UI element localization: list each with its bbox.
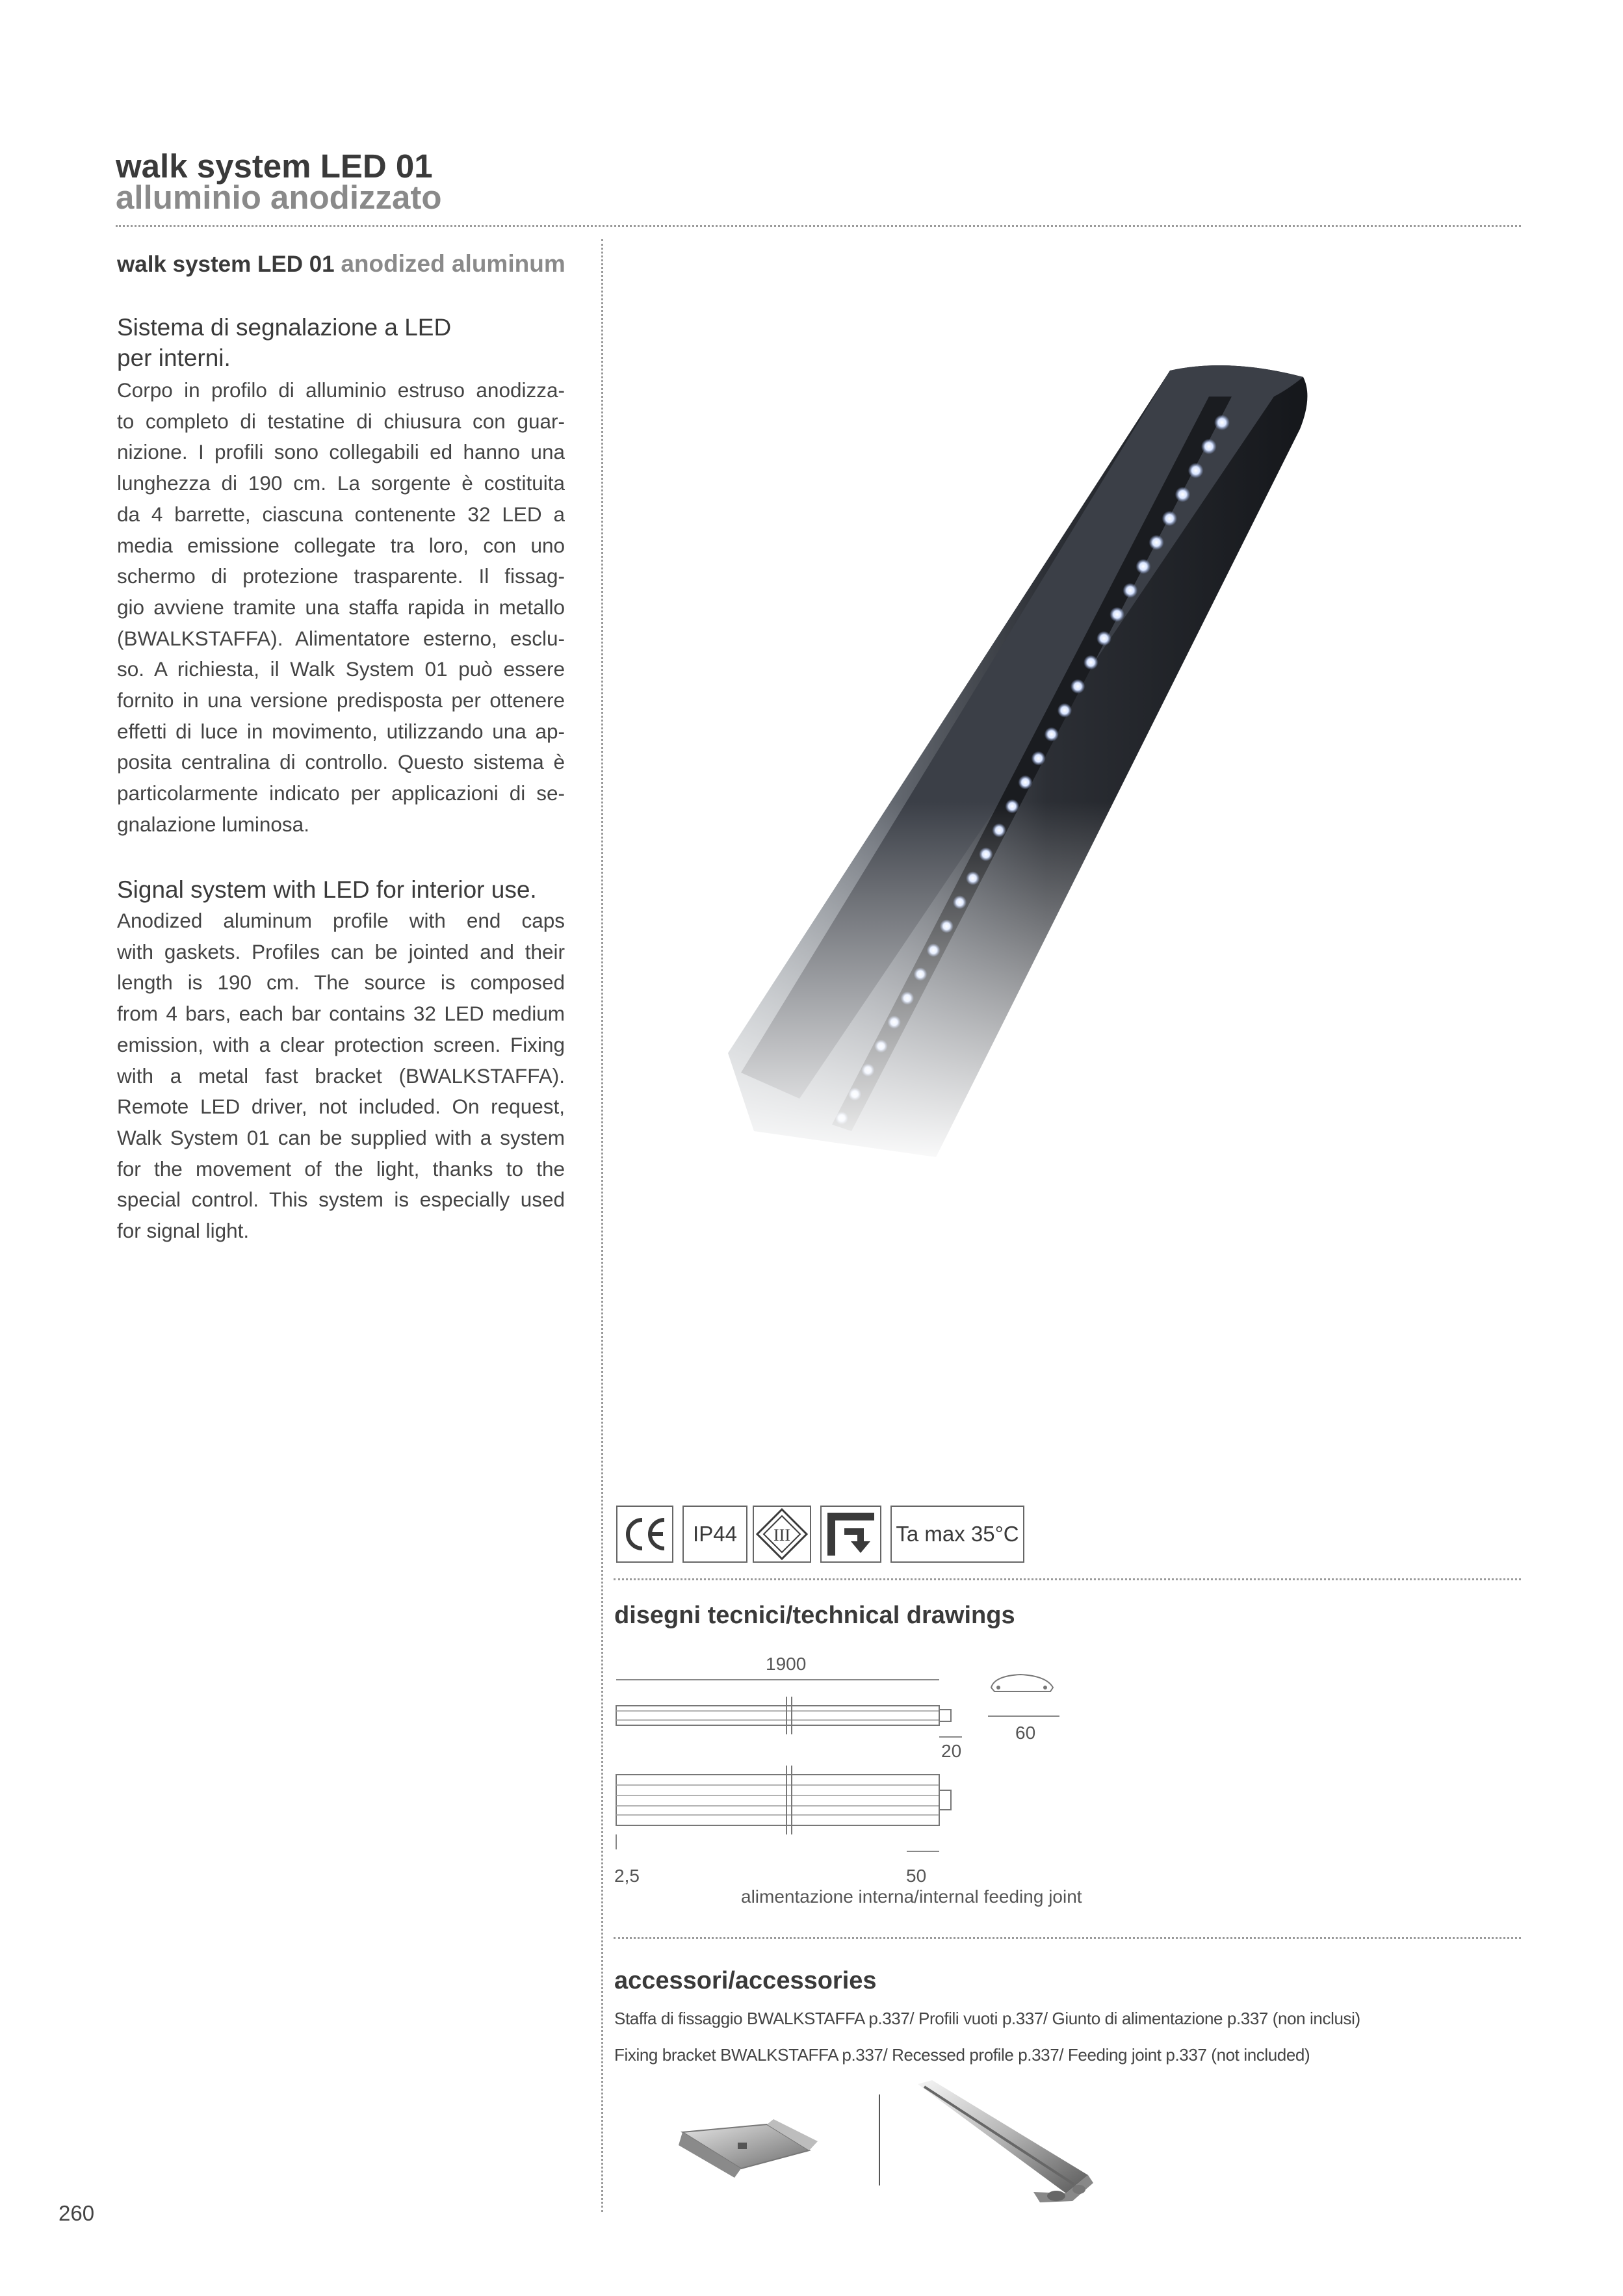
wall-mount-icon [820, 1506, 881, 1563]
italian-text-line: fornito in una versione predisposta per ottenere [117, 688, 565, 712]
subhead-material: anodized aluminum [341, 250, 565, 277]
english-text-line: with gaskets. Profiles can be jointed and their [117, 939, 565, 963]
accessories-english: Fixing bracket BWALKSTAFFA p.337/ Recessed profile p.337/ Feeding joint p.337 (not included) [614, 2045, 1310, 2065]
italian-text-line: schermo di protezione trasparente. Il fissag- [117, 564, 565, 588]
dim-height: 20 [941, 1741, 962, 1761]
accessories-italian: Staffa di fissaggio BWALKSTAFFA p.337/ Profili vuoti p.337/ Giunto di alimentazione p.337 (non inclusi) [614, 2009, 1360, 2028]
italian-text-line: posita centralina di controllo. Questo sistema è [117, 750, 565, 774]
drawing-caption: alimentazione interna/internal feeding joint [741, 1886, 1082, 1907]
page-subtitle: alluminio anodizzato [116, 179, 442, 216]
italian-text-line: so. A richiesta, il Walk System 01 può essere [117, 657, 565, 681]
ip-rating-badge [682, 1506, 747, 1563]
drawings-heading: disegni tecnici/technical drawings [614, 1602, 1015, 1629]
column-divider [601, 239, 603, 2212]
english-text-line: Anodized aluminum profile with end caps [117, 909, 565, 932]
english-text-line: with a metal fast bracket (BWALKSTAFFA). [117, 1063, 565, 1088]
page-number: 260 [58, 2201, 95, 2225]
subhead-model: walk system LED 01 [117, 252, 335, 277]
dim-length: 1900 [766, 1654, 807, 1674]
accessories-separator [879, 2094, 880, 2185]
italian-text-line: effetti di luce in movimento, utilizzando una ap- [117, 719, 565, 743]
italian-text-line: particolarmente indicato per applicazioni di se- [117, 781, 565, 805]
italian-heading [117, 312, 451, 373]
ip-rating-label: IP44 [693, 1522, 737, 1546]
english-text-line: Remote LED driver, not included. On request, [117, 1095, 565, 1119]
english-text-line: from 4 bars, each bar contains 32 LED medium [117, 1002, 565, 1026]
italian-heading-line: per interni. [117, 345, 231, 371]
italian-text-line: (BWALKSTAFFA). Alimentatore esterno, esclu- [117, 626, 565, 650]
ce-mark-icon [616, 1506, 673, 1563]
dim-width: 60 [1015, 1723, 1036, 1743]
profile-photo [910, 2078, 1098, 2205]
certs-divider [614, 1578, 1521, 1580]
english-description [117, 906, 565, 1247]
italian-text-line: Corpo in profilo di alluminio estruso anodizza- [117, 378, 565, 402]
header-divider [116, 225, 1521, 227]
class-iii-icon [753, 1506, 811, 1563]
english-text-line: special control. This system is especially used [117, 1188, 565, 1212]
italian-text-line: to completo di testatine di chiusura con guar- [117, 409, 565, 433]
english-text-line: Walk System 01 can be supplied with a system [117, 1125, 565, 1149]
italian-text-line: lunghezza di 190 cm. La sorgente è costituita [117, 471, 565, 495]
product-photo [715, 351, 1365, 1170]
english-heading: Signal system with LED for interior use. [117, 876, 537, 903]
accessories-heading: accessori/accessories [614, 1967, 877, 1994]
dim-joint: 50 [906, 1866, 927, 1886]
english-text-line: emission, with a clear protection screen. Fixing [117, 1032, 565, 1056]
class-iii-label: III [773, 1526, 790, 1545]
italian-text-line: da 4 barrette, ciascuna contenente 32 LED a [117, 502, 565, 526]
product-subhead [117, 250, 565, 279]
english-text-line: for signal light. [117, 1219, 250, 1243]
technical-drawing [611, 1651, 1079, 1859]
max-temperature-badge [890, 1506, 1024, 1563]
italian-text-line: gnalazione luminosa. [117, 812, 309, 836]
italian-text-line: nizione. I profili sono collegabili ed hanno una [117, 440, 565, 464]
italian-text-line: media emissione collegate tra loro, con uno [117, 533, 565, 557]
page-title: walk system LED 01 [116, 148, 433, 185]
bracket-photo [669, 2105, 825, 2183]
english-text-line: length is 190 cm. The source is composed [117, 971, 565, 995]
italian-description [117, 375, 565, 841]
italian-heading-line: Sistema di segnalazione a LED [117, 314, 452, 341]
dim-thickness: 2,5 [614, 1866, 640, 1886]
drawings-divider [614, 1937, 1521, 1939]
max-temperature-label: Ta max 35°C [896, 1522, 1019, 1546]
italian-text-line: gio avviene tramite una staffa rapida in metallo [117, 595, 565, 619]
english-text-line: for the movement of the light, thanks to the [117, 1156, 565, 1181]
